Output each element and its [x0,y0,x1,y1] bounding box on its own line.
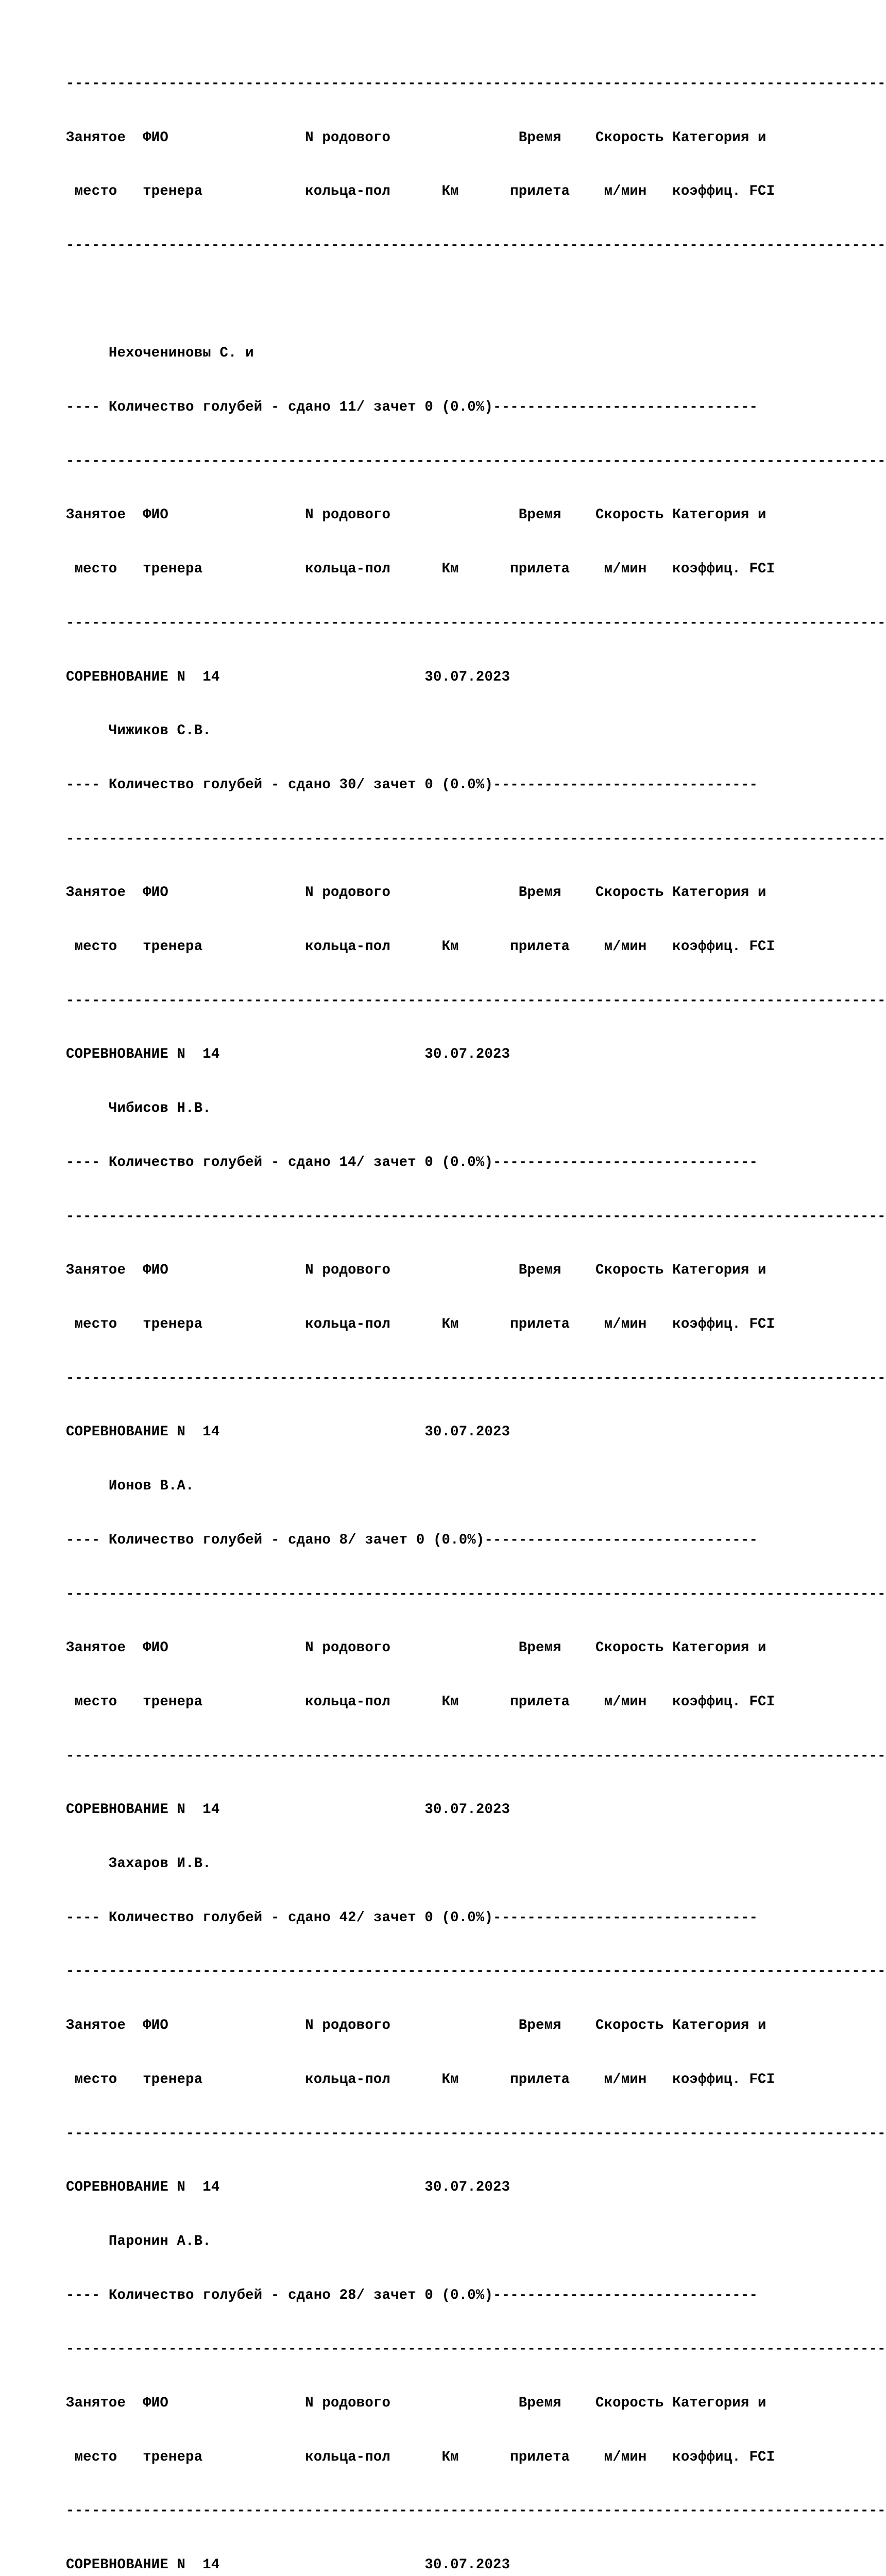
pigeon-count-summary: ---- Количество голубей - сдано 28/ зачет 0 (0.0%)------------------------------- [66,2287,758,2303]
column-header-row-1: Занятое ФИО N родового Время Скорость Категория и [66,2018,766,2034]
column-header-row-1: Занятое ФИО N родового Время Скорость Категория и [66,129,766,146]
participant-name: Ионов В.А. [66,1478,194,1495]
column-header-row-1: Занятое ФИО N родового Время Скорость Категория и [66,2395,766,2412]
separator-line: ------------------------------------------------------------------------------------------------ [66,2503,886,2519]
participant-name: Захаров И.В. [66,1856,211,1872]
separator-line: ------------------------------------------------------------------------------------------------ [66,831,886,847]
column-header-row-2: место тренера кольца-пол Км прилета м/мин коэффиц. FCI [66,939,775,955]
separator-line: ------------------------------------------------------------------------------------------------ [66,615,886,631]
pigeon-count-summary: ---- Количество голубей - сдано 42/ зачет 0 (0.0%)------------------------------- [66,1909,758,1926]
competition-heading: СОРЕВНОВАНИЕ N 14 30.07.2023 [66,1046,510,1063]
column-header-row-2: место тренера кольца-пол Км прилета м/мин коэффиц. FCI [66,2071,775,2088]
separator-line: ------------------------------------------------------------------------------------------------ [66,1208,886,1225]
column-header-row-2: место тренера кольца-пол Км прилета м/мин коэффиц. FCI [66,1693,775,1710]
participant-name: Нехочениновы С. и [66,345,254,362]
separator-line: ------------------------------------------------------------------------------------------------ [66,1963,886,1980]
competition-heading: СОРЕВНОВАНИЕ N 14 30.07.2023 [66,669,510,685]
participant-name: Чижиков С.В. [66,723,211,739]
column-header-row-2: место тренера кольца-пол Км прилета м/мин коэффиц. FCI [66,183,775,200]
pigeon-count-summary: ---- Количество голубей - сдано 30/ зачет 0 (0.0%)------------------------------- [66,776,758,793]
separator-line: ------------------------------------------------------------------------------------------------ [66,992,886,1009]
column-header-row-1: Занятое ФИО N родового Время Скорость Категория и [66,1640,766,1656]
blank-line [66,291,886,309]
column-header-row-1: Занятое ФИО N родового Время Скорость Категория и [66,1262,766,1279]
competition-heading: СОРЕВНОВАНИЕ N 14 30.07.2023 [66,1424,510,1440]
column-header-row-1: Занятое ФИО N родового Время Скорость Категория и [66,507,766,523]
participant-name: Паронин А.В. [66,2233,211,2249]
column-header-row-1: Занятое ФИО N родового Время Скорость Категория и [66,885,766,901]
pigeon-count-summary: ---- Количество голубей - сдано 14/ зачет 0 (0.0%)------------------------------- [66,1154,758,1171]
column-header-row-2: место тренера кольца-пол Км прилета м/мин коэффиц. FCI [66,2449,775,2465]
separator-line: ------------------------------------------------------------------------------------------------ [66,453,886,469]
separator-line: ------------------------------------------------------------------------------------------------ [66,1586,886,1602]
column-header-row-2: место тренера кольца-пол Км прилета м/мин коэффиц. FCI [66,561,775,578]
separator-line: ------------------------------------------------------------------------------------------------ [66,2125,886,2142]
column-header-row-2: место тренера кольца-пол Км прилета м/мин коэффиц. FCI [66,1316,775,1332]
separator-line: ------------------------------------------------------------------------------------------------ [66,75,886,92]
competition-heading: СОРЕВНОВАНИЕ N 14 30.07.2023 [66,1802,510,1818]
participant-name: Чибисов Н.В. [66,1100,211,1117]
separator-line: ------------------------------------------------------------------------------------------------ [66,1370,886,1386]
separator-line: ------------------------------------------------------------------------------------------------ [66,1748,886,1764]
separator-line: ------------------------------------------------------------------------------------------------ [66,2341,886,2358]
competition-heading: СОРЕВНОВАНИЕ N 14 30.07.2023 [66,2557,510,2573]
pigeon-count-summary: ---- Количество голубей - сдано 11/ зачет 0 (0.0%)------------------------------- [66,399,758,416]
competition-heading: СОРЕВНОВАНИЕ N 14 30.07.2023 [66,2179,510,2196]
pigeon-count-summary: ---- Количество голубей - сдано 8/ зачет 0 (0.0%)-------------------------------- [66,1532,758,1548]
separator-line: ------------------------------------------------------------------------------------------------ [66,237,886,253]
competition-report-printout [66,39,886,2576]
